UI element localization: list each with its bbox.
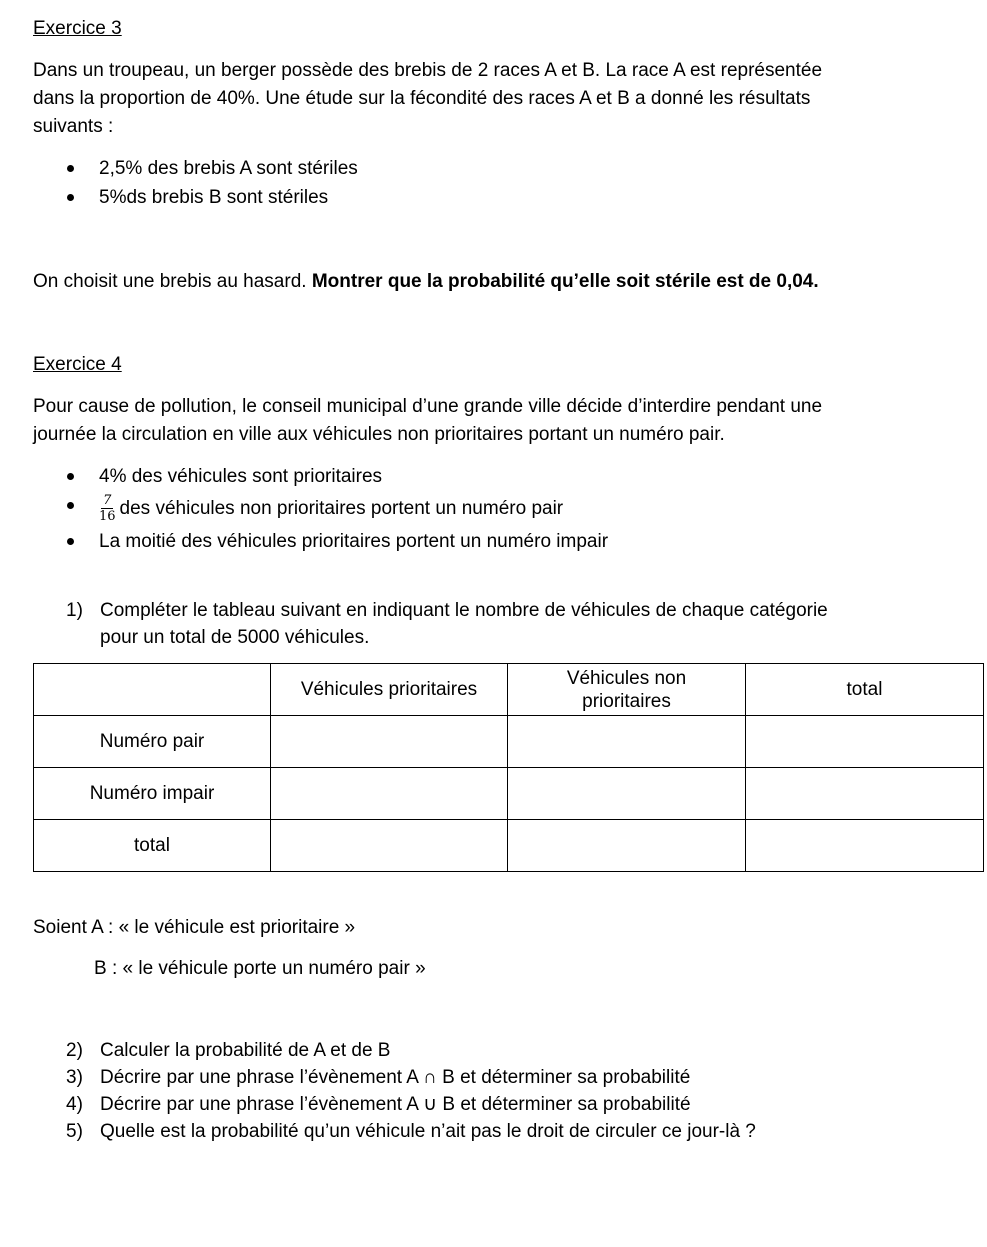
table-cell bbox=[746, 716, 984, 768]
list-item: 4% des véhicules sont prioritaires bbox=[33, 462, 953, 491]
table-row bbox=[34, 820, 984, 872]
question-bold-text: Montrer que la probabilité qu’elle soit stérile est de 0,04. bbox=[311, 271, 819, 292]
fraction-denominator: 16 bbox=[99, 509, 116, 525]
table-cell bbox=[271, 716, 508, 768]
question-number: 4) bbox=[66, 1094, 83, 1115]
exercise-4-bullet-list bbox=[33, 462, 953, 556]
table-cell bbox=[271, 820, 508, 872]
exercise-4-intro-line: journée la circulation en ville aux véhicules non prioritaires portant un numéro pair. bbox=[33, 424, 725, 445]
table-cell bbox=[746, 768, 984, 820]
list-item: 2,5% des brebis A sont stériles bbox=[33, 154, 953, 183]
fraction-numerator: 7 bbox=[103, 493, 112, 509]
table-cell bbox=[271, 768, 508, 820]
exercise-3-intro-line: dans la proportion de 40%. Une étude sur la fécondité des races A et B a donné les résultats bbox=[33, 88, 811, 109]
exercise-4-intro-line: Pour cause de pollution, le conseil municipal d’une grande ville décide d’interdire pendant une bbox=[33, 396, 823, 417]
question-text: Quelle est la probabilité qu’un véhicule n’ait pas le droit de circuler ce jour-là ? bbox=[100, 1121, 756, 1142]
table-cell bbox=[746, 820, 984, 872]
row-label: total bbox=[34, 820, 271, 872]
exercise-4-title: Exercice 4 bbox=[33, 354, 122, 375]
vehicle-table bbox=[33, 663, 984, 872]
exercise-3-intro-line: Dans un troupeau, un berger possède des brebis de 2 races A et B. La race A est représentée bbox=[33, 60, 823, 81]
table-row bbox=[34, 716, 984, 768]
exercise-3-bullet-list bbox=[33, 154, 953, 212]
question-number: 2) bbox=[66, 1040, 83, 1061]
question-number: 1) bbox=[66, 600, 83, 621]
row-label: Numéro pair bbox=[34, 716, 271, 768]
question-text: Décrire par une phrase l’évènement A ∪ B et déterminer sa probabilité bbox=[100, 1094, 691, 1115]
table-cell bbox=[508, 716, 746, 768]
exercise-3-intro-line: suivants : bbox=[33, 116, 114, 137]
question-plain-text: On choisit une brebis au hasard. bbox=[33, 271, 312, 292]
question-1 bbox=[33, 597, 953, 651]
fraction bbox=[99, 494, 116, 523]
list-item bbox=[33, 1118, 953, 1145]
list-item bbox=[33, 597, 953, 651]
row-label: Numéro impair bbox=[34, 768, 271, 820]
table-row bbox=[34, 664, 984, 716]
header-line: Véhicules non bbox=[566, 667, 687, 689]
question-text: pour un total de 5000 véhicules. bbox=[100, 627, 370, 648]
list-item: 5%ds brebis B sont stériles bbox=[33, 183, 953, 212]
table-row bbox=[34, 768, 984, 820]
question-list bbox=[33, 1037, 953, 1145]
exercise-3-title: Exercice 3 bbox=[33, 18, 122, 39]
table-header: total bbox=[746, 664, 984, 716]
header-line: prioritaires bbox=[582, 690, 671, 712]
list-item: La moitié des véhicules prioritaires portent un numéro impair bbox=[33, 527, 953, 556]
bullet-text: des véhicules non prioritaires portent un numéro pair bbox=[119, 498, 564, 519]
question-number: 5) bbox=[66, 1121, 83, 1142]
list-item bbox=[33, 491, 953, 527]
question-text: Compléter le tableau suivant en indiquant le nombre de véhicules de chaque catégorie bbox=[100, 600, 828, 621]
table-wrapper bbox=[33, 663, 953, 888]
list-item bbox=[33, 1064, 953, 1091]
question-number: 3) bbox=[66, 1067, 83, 1088]
document-page bbox=[33, 14, 953, 1145]
soient-line: Soient A : « le véhicule est prioritaire » bbox=[33, 917, 356, 938]
question-text: Calculer la probabilité de A et de B bbox=[100, 1040, 391, 1061]
list-item bbox=[33, 1091, 953, 1118]
list-item bbox=[33, 1037, 953, 1064]
question-text: Décrire par une phrase l’évènement A ∩ B et déterminer sa probabilité bbox=[100, 1067, 691, 1088]
table-cell bbox=[508, 820, 746, 872]
table-header bbox=[508, 664, 746, 716]
table-cell bbox=[34, 664, 271, 716]
table-header: Véhicules prioritaires bbox=[271, 664, 508, 716]
exercise-3-question bbox=[33, 268, 953, 296]
b-definition-line: B : « le véhicule porte un numéro pair » bbox=[94, 958, 426, 979]
table-cell bbox=[508, 768, 746, 820]
